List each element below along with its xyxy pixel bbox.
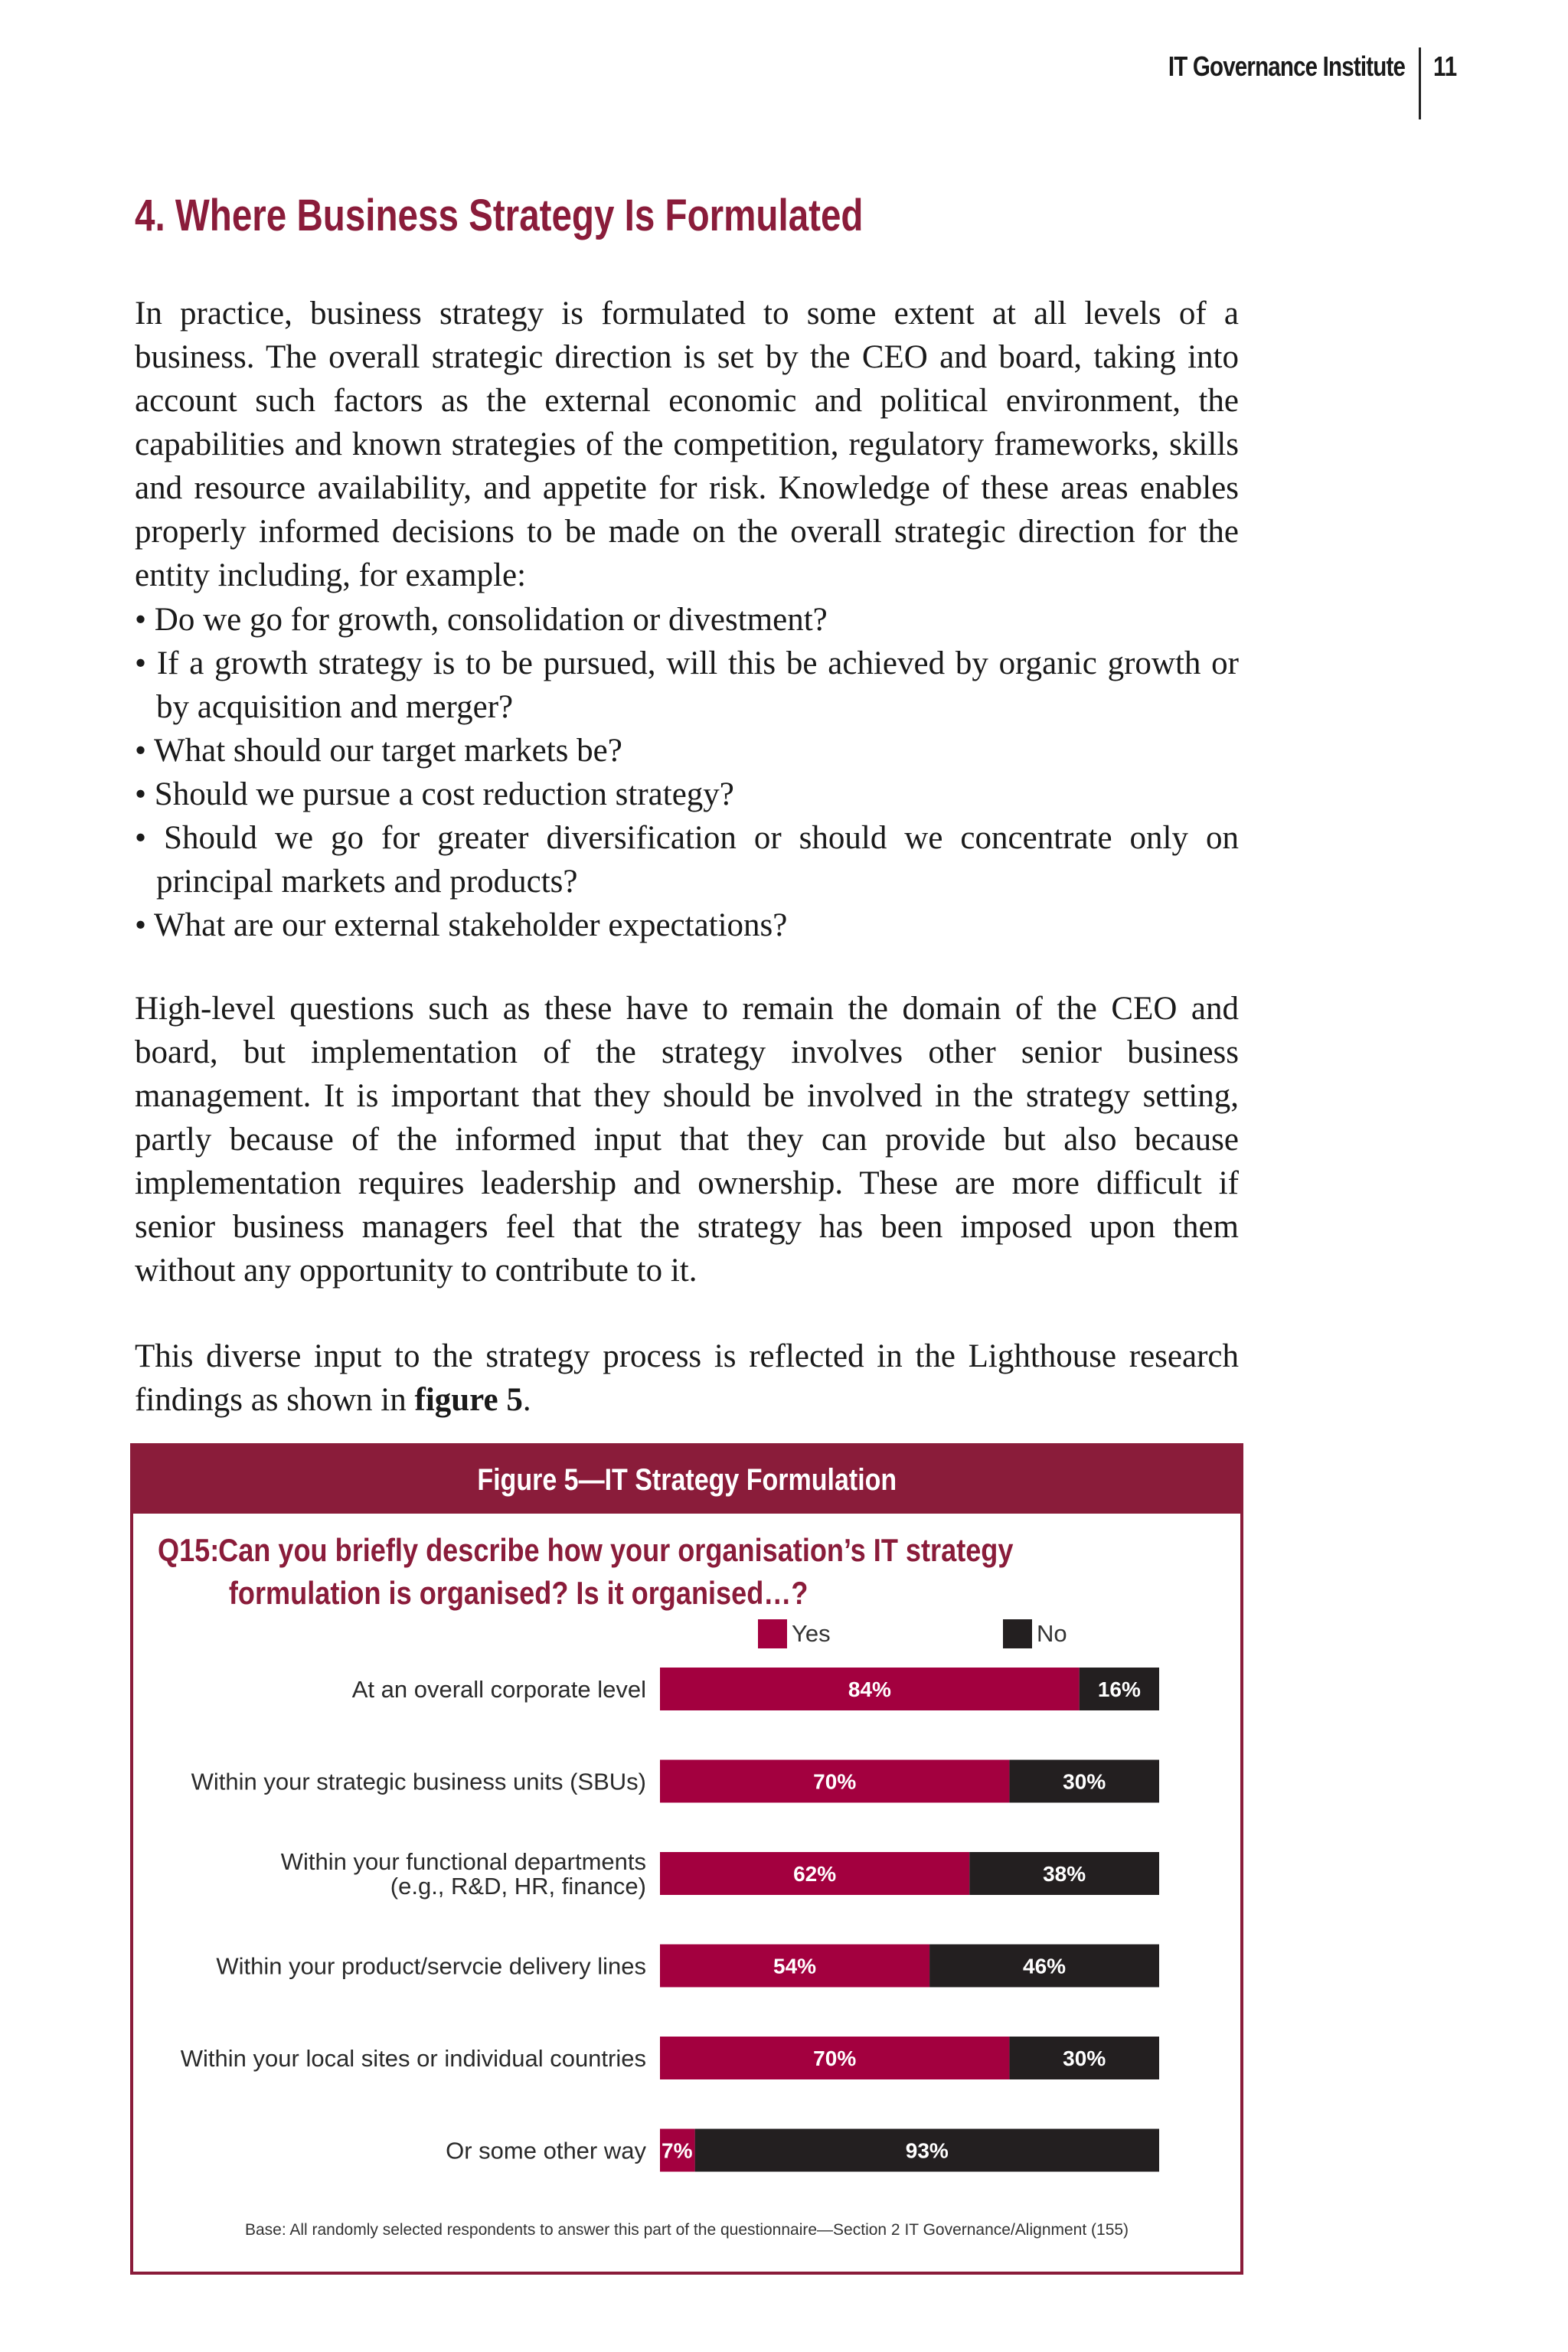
figure-box xyxy=(130,1443,1243,2275)
figure-intro-end: . xyxy=(522,1382,531,1418)
category-label: (e.g., R&D, HR, finance) xyxy=(390,1873,646,1900)
category-label: Within your product/servcie delivery lines xyxy=(216,1952,646,1980)
bullet-list xyxy=(135,598,1239,947)
bar-yes-value-label: 70% xyxy=(813,1769,857,1794)
figure-reference: figure 5 xyxy=(414,1382,523,1418)
bar-no-value-label: 16% xyxy=(1097,1677,1141,1701)
bar-yes-value-label: 70% xyxy=(813,2047,857,2070)
category-label: Within your functional departments xyxy=(280,1848,646,1875)
figure-title: Figure 5—IT Strategy Formulation xyxy=(477,1462,897,1497)
bar-no-value-label: 46% xyxy=(1023,1954,1067,1978)
bar-yes-value-label: 7% xyxy=(662,2138,693,2163)
category-label: Or some other way xyxy=(446,2137,646,2164)
category-label: Within your local sites or individual countries xyxy=(180,2045,646,2072)
header-title: IT Governance Institute xyxy=(1168,51,1405,82)
bar-no-value-label: 38% xyxy=(1043,1862,1086,1886)
bar-no-value-label: 30% xyxy=(1063,2047,1106,2070)
figure-intro-text: This diverse input to the strategy process is reflected in the Lighthouse research findings as shown in xyxy=(135,1338,1239,1418)
bar-yes-value-label: 54% xyxy=(773,1954,817,1978)
category-label: Within your strategic business units (SBUs) xyxy=(191,1768,646,1795)
bullet-item: • What should our target markets be? xyxy=(135,733,622,769)
bar-no-value-label: 93% xyxy=(905,2138,949,2163)
question-prefix: Q15: xyxy=(158,1532,220,1568)
question-line-1: Can you briefly describe how your organisation’s IT strategy xyxy=(218,1532,1014,1568)
base-note: Base: All randomly selected respondents to answer this part of the questionnaire—Section 2 IT Governance/Alignment (155) xyxy=(244,2221,1129,2239)
category-label: At an overall corporate level xyxy=(351,1676,646,1703)
page-number: 11 xyxy=(1432,51,1458,82)
bullet-item: • If a growth strategy is to be pursued, will this be achieved by organic growth or by acquisition and merger? xyxy=(135,645,1239,725)
bar-yes-value-label: 84% xyxy=(848,1677,891,1701)
header-divider xyxy=(1419,47,1421,119)
bullet-item: • Should we pursue a cost reduction strategy? xyxy=(135,776,734,812)
bar-no-value-label: 30% xyxy=(1063,1769,1106,1794)
stacked-bar-chart xyxy=(133,1446,1240,2212)
section-title: 4. Where Business Strategy Is Formulated xyxy=(135,191,864,240)
legend-yes-label: Yes xyxy=(792,1620,831,1647)
legend-no-label: No xyxy=(1037,1620,1067,1647)
paragraph-figure-intro xyxy=(135,1334,1239,1422)
running-header xyxy=(1116,47,1462,119)
bullet-item: • What are our external stakeholder expectations? xyxy=(135,907,788,943)
bullet-item: • Should we go for greater diversification or should we concentrate only on principal markets and products? xyxy=(135,820,1239,900)
paragraph-implementation: High-level questions such as these have to remain the domain of the CEO and board, but implementation of the strategy involves other senior business management. It is important that they should be involved in the strategy setting, partly because of the informed input that they can provide but also because implementation requires leadership and ownership. These are more difficult if senior business managers feel that the strategy has been imposed upon them without any opportunity to contribute to it. xyxy=(135,991,1239,1289)
paragraph-intro: In practice, business strategy is formulated to some extent at all levels of a business. The overall strategic direction is set by the CEO and board, taking into account such factors as the external economic and political environment, the capabilities and known strategies of the competition, regulatory frameworks, skills and resource availability, and appetite for risk. Knowledge of these areas enables properly informed decisions to be made on the overall strategic direction for the entity including, for example: xyxy=(135,296,1239,593)
bar-yes-value-label: 62% xyxy=(793,1862,837,1886)
bullet-item: • Do we go for growth, consolidation or divestment? xyxy=(135,602,828,638)
question-line-2: formulation is organised? Is it organised…? xyxy=(228,1575,808,1611)
